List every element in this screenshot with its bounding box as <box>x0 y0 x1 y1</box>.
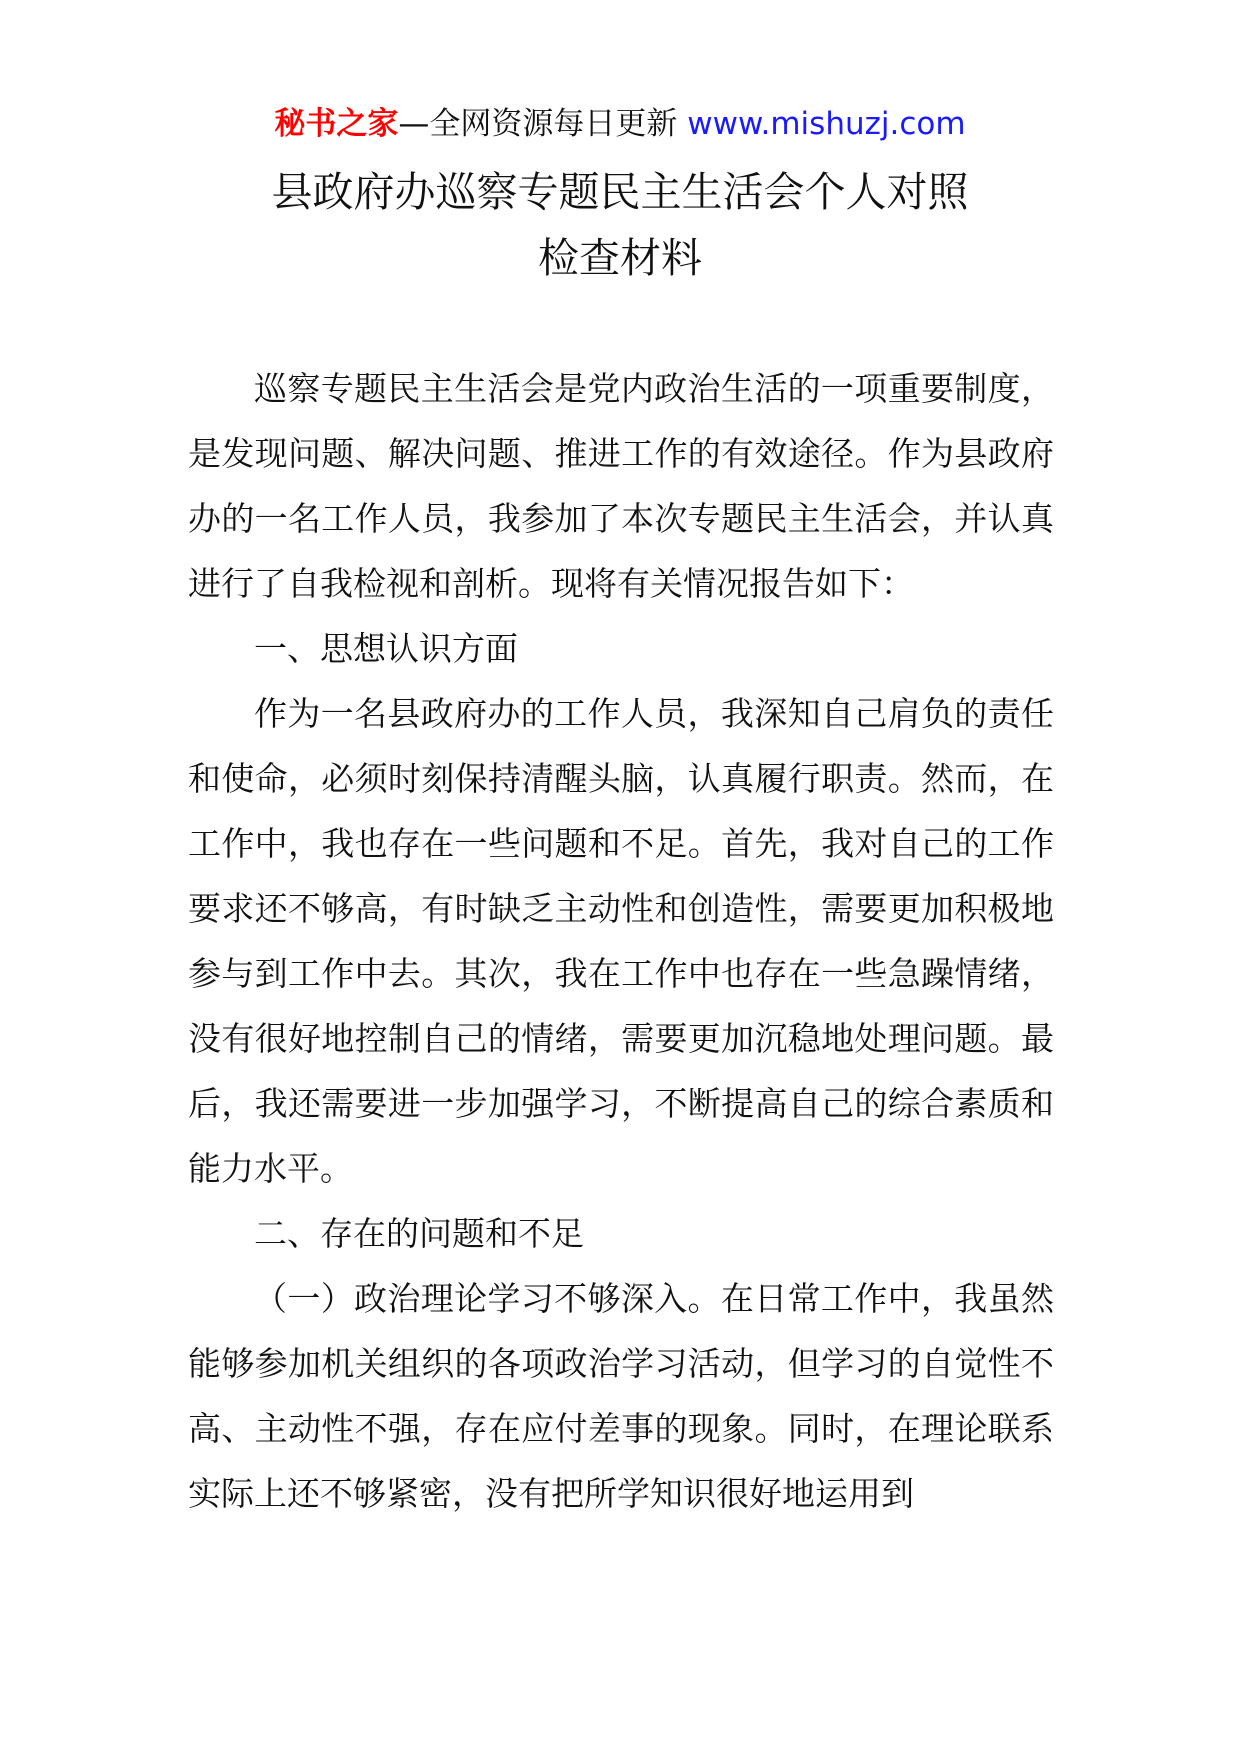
section-heading-2: 二、存在的问题和不足 <box>254 1214 584 1253</box>
document-body <box>188 356 1054 1526</box>
document-title-line-1: 县政府办巡察专题民主生活会个人对照 <box>271 168 969 216</box>
paragraph-section-1: 作为一名县政府办的工作人员，我深知自己肩负的责任和使命，必须时刻保持清醒头脑，认真履行职责。然而，在工作中，我也存在一些问题和不足。首先，我对自己的工作要求还不够高，有时缺乏主动性和创造性，需要更加积极地参与到工作中去。其次，我在工作中也存在一些急躁情绪，没有很好地控制自己的情绪，需要更加沉稳地处理问题。最后，我还需要进一步加强学习，不断提高自己的综合素质和能力水平。 <box>188 694 1054 1188</box>
paragraph-intro: 巡察专题民主生活会是党内政治生活的一项重要制度，是发现问题、解决问题、推进工作的有效途径。作为县政府办的一名工作人员，我参加了本次专题民主生活会，并认真进行了自我检视和剖析。现将有关情况报告如下： <box>188 369 1054 603</box>
paragraph-section-2-item-1: （一）政治理论学习不够深入。在日常工作中，我虽然能够参加机关组织的各项政治学习活动，但学习的自觉性不高、主动性不强，存在应付差事的现象。同时，在理论联系实际上还不够紧密，没有把所学知识很好地运用到 <box>188 1279 1054 1513</box>
banner-tagline: —全网资源每日更新 <box>398 106 688 142</box>
site-banner <box>0 100 1240 148</box>
banner-brand: 秘书之家 <box>274 106 399 142</box>
document-title-line-2: 检查材料 <box>538 234 702 282</box>
banner-url-link[interactable]: www.mishuzj.com <box>687 106 966 142</box>
section-heading-1: 一、思想认识方面 <box>254 629 518 668</box>
